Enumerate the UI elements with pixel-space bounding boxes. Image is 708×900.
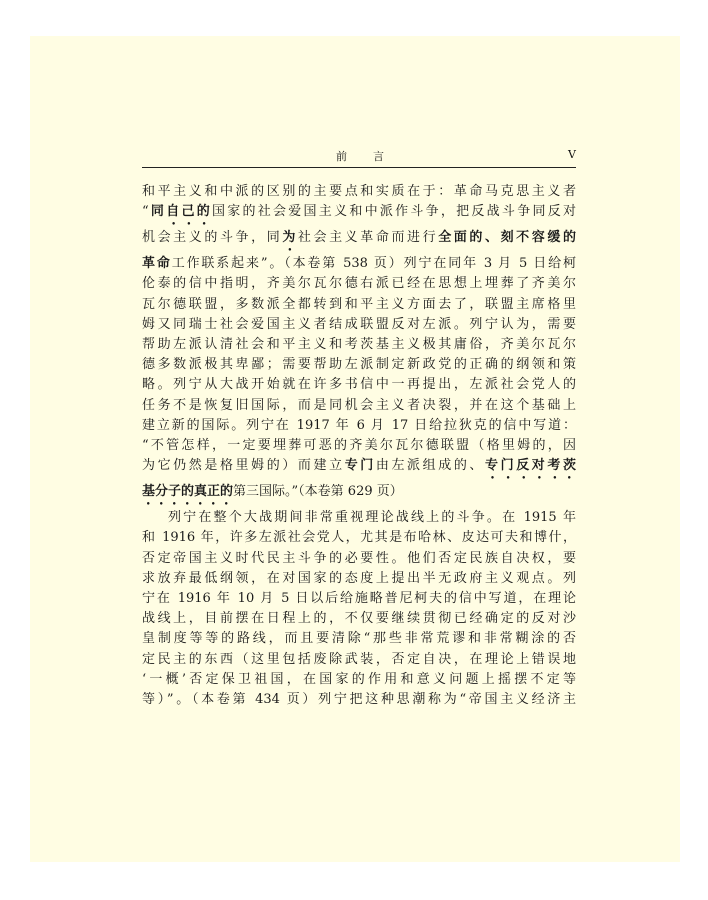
text-line: 伦泰的信中指明，齐美尔瓦尔德右派已经在思想上埋葬了齐美尔 xyxy=(142,276,576,292)
text-line: “不管怎样，一定要埋葬可恶的齐美尔瓦尔德联盟（格里姆的，因 xyxy=(142,438,576,454)
text-line: 瓦尔德联盟，多数派全都转到和平主义方面去了，联盟主席格里 xyxy=(142,296,576,312)
text-line: 列宁在整个大战期间非常重视理论战线上的斗争。在 1915 年 xyxy=(168,510,576,526)
text-line: 和 1916 年，许多左派社会党人，尤其是布哈林、皮达可夫和博什， xyxy=(142,530,576,546)
text-line: 任务不是恢复旧国际，而是同机会主义者决裂，并在这个基础上 xyxy=(142,397,576,413)
text-line: 和平主义和中派的区别的主要点和实质在于：革命马克思主义者 xyxy=(142,184,576,199)
text-line: “同自己的国家的社会爱国主义和中派作斗争，把反战斗争同反对 xyxy=(142,204,576,220)
text-line: 德多数派极其卑鄙；需要帮助左派制定新政党的正确的纲领和策 xyxy=(142,357,576,373)
header-title: 前 言 xyxy=(336,150,384,163)
text-line: 宁在 1916 年 10 月 5 日以后给施略普尼柯夫的信中写道，在理论 xyxy=(142,591,576,607)
header-rule xyxy=(142,167,576,168)
text-line: 为它仍然是格里姆的）而建立专门由左派组成的、专门反对考茨 xyxy=(142,458,576,474)
text-line: 姆又同瑞士社会爱国主义者结成联盟反对左派。列宁认为，需要 xyxy=(142,316,576,332)
text-line: 战线上，目前摆在日程上的，不仅要继续贯彻已经确定的反对沙 xyxy=(142,611,576,627)
text-line: 皇制度等等的路线，而且要清除“那些非常荒谬和非常糊涂的否 xyxy=(142,631,576,647)
text-line: ‘一概’否定保卫祖国，在国家的作用和意义问题上摇摆不定等 xyxy=(142,671,576,687)
body-text xyxy=(142,182,576,710)
text-line: 略。列宁从大战开始就在许多书信中一再提出，左派社会党人的 xyxy=(142,377,576,393)
text-line: 革命工作联系起来”。（本卷第 538 页）列宁在同年 3 月 5 日给柯 xyxy=(142,256,576,272)
text-line: 建立新的国际。列宁在 1917 年 6 月 17 日给拉狄克的信中写道： xyxy=(142,417,576,433)
text-line: 帮助左派认清社会和平主义和考茨基主义极其庸俗，齐美尔瓦尔 xyxy=(142,337,576,353)
text-line: 机会主义的斗争，同为社会主义革命而进行全面的、刻不容缓的 xyxy=(142,230,576,246)
page-number: V xyxy=(568,148,576,161)
text-line: 求放弃最低纲领，在对国家的态度上提出半无政府主义观点。列 xyxy=(142,570,576,586)
text-line: 定民主的东西（这里包括废除武装，否定自决，在理论上错误地 xyxy=(142,651,576,667)
text-line: 基分子的真正的第三国际。”（本卷第 629 页） xyxy=(142,484,403,500)
text-line: 否定帝国主义时代民主斗争的必要性。他们否定民族自决权，要 xyxy=(142,550,576,566)
running-header xyxy=(142,148,576,168)
text-line: 等）”。（本卷第 434 页）列宁把这种思潮称为“帝国主义经济主 xyxy=(142,692,576,708)
